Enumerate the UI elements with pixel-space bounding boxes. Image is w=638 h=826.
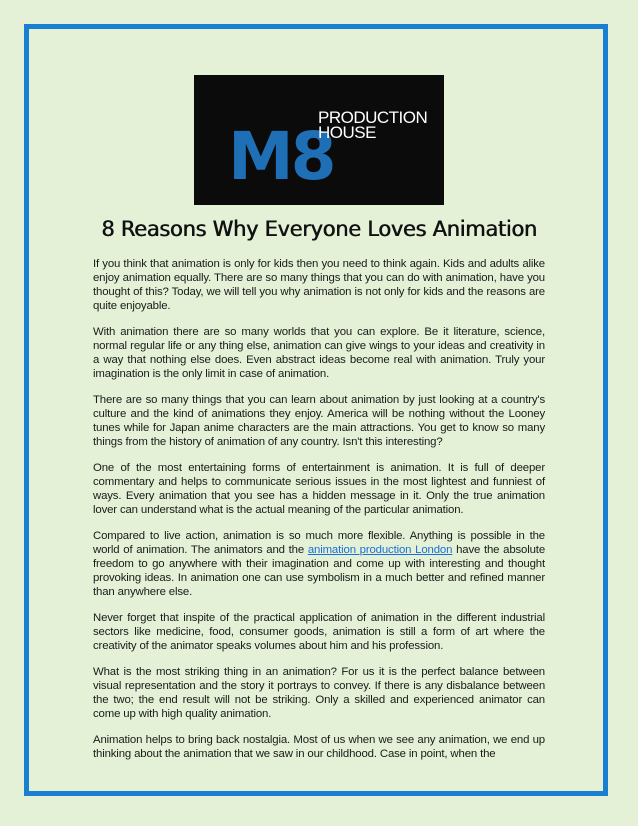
- paragraph-5-text-b: have the absolute freedom to go anywhere with their imagination and come up with interesting and thought provoking ideas. In animation one can use symbolism in a much better and refined manner than anywhere else.: [93, 544, 546, 598]
- paragraph-8: Animation helps to bring back nostalgia. Most of us when we see any animation, we end up thinking about the animation that we saw in our childhood. Case in point, when the: [93, 734, 545, 760]
- paragraph-5: [93, 529, 545, 599]
- m8-production-house-logo: [194, 75, 444, 205]
- article-title: 8 Reasons Why Everyone Loves Animation: [101, 217, 537, 241]
- paragraph-7: What is the most striking thing in an animation? For us it is the perfect balance between visual representation and the story it portrays to convey. If there is any disbalance between the two; the end result will not be striking. Only a skilled and experienced animator can come up with high quality animation.: [93, 666, 545, 720]
- logo-line-house: HOUSE: [318, 123, 376, 142]
- animation-production-london-link[interactable]: animation production London: [307, 544, 453, 556]
- paragraph-5-text-a: Compared to live action, animation is so much more flexible. Anything is possible in the world of animation. The animators and the: [93, 530, 545, 556]
- paragraph-3: There are so many things that you can learn about animation by just looking at a country's culture and the kind of animations they enjoy. America will be nothing without the Looney tunes while for Japan anime characters are the main attractions. You get to know so many things from the history of animation of any country. Isn't this interesting?: [93, 394, 545, 448]
- paragraph-1: If you think that animation is only for kids then you need to think again. Kids and adults alike enjoy animation equally. There are so many things that you can do with animation, have you thought of this? Today, we will tell you why animation is not only for kids and the reasons are quite enjoyable.: [93, 258, 545, 312]
- paragraph-6: Never forget that inspite of the practical application of animation in the different industrial sectors like medicine, food, consumer goods, animation is still a form of art where the creativity of the animator speaks volumes about him and his profession.: [93, 612, 545, 652]
- article-body: [93, 257, 545, 773]
- logo-line-production: PRODUCTION: [318, 108, 428, 127]
- logo-big-letters: M8: [228, 118, 334, 195]
- paragraph-2: With animation there are so many worlds that you can explore. Be it literature, science, normal regular life or any thing else, animation can give wings to your ideas and creativity in a way that nothing else does. Even abstract ideas become real with animation. Truly your imagination is the only limit in case of animation.: [93, 326, 545, 380]
- paragraph-4: One of the most entertaining forms of entertainment is animation. It is full of deeper commentary and helps to communicate serious issues in the most lightest and funniest of ways. Every animation that you see has a hidden message in it. Only the true animation lover can understand what is the actual meaning of the particular animation.: [93, 462, 545, 516]
